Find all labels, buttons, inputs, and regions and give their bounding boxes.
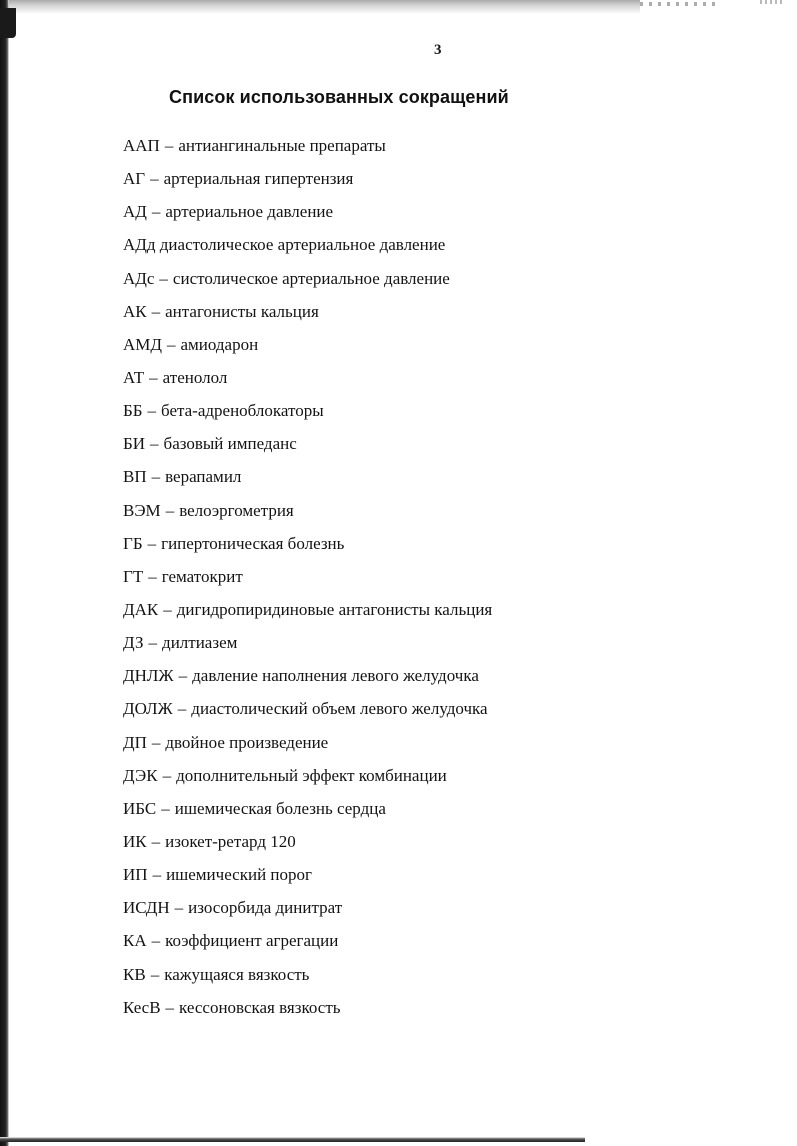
list-item [123,266,492,299]
list-item [123,133,492,166]
abbreviation-definition: гипертоническая болезнь [161,533,345,553]
abbreviation-definition: диастолическое артериальное давление [159,235,446,255]
abbreviation-separator: – [177,699,187,719]
abbreviation-definition: антагонисты кальция [165,301,319,321]
abbreviation-definition: ишемический порог [166,865,312,885]
list-item [123,829,492,862]
page-title: Список использованных сокращений [169,87,509,107]
abbreviation-definition: антиангинальные препараты [178,136,386,155]
abbreviation-separator: – [165,997,175,1017]
abbreviation-definition: дигидропиридиновые антагонисты кальция [176,599,493,619]
abbreviation-list [123,133,492,1028]
abbreviation-definition: давление наполнения левого желудочка [192,666,479,686]
abbreviation-definition: гематокрит [161,566,243,586]
abbreviation-separator: – [150,169,159,189]
list-item [123,796,492,829]
abbreviation-definition: изосорбида динитрат [188,898,343,918]
abbreviation-definition: коэффициент агрегации [165,931,339,951]
list-item [123,730,492,763]
abbreviation-definition: систолическое артериальное давление [172,268,450,288]
abbreviation-term: АД [123,202,147,222]
abbreviation-separator: – [151,831,161,851]
page-number: 3 [434,42,442,58]
list-item [123,928,492,961]
abbreviation-separator: – [147,401,157,421]
abbreviation-definition: атенолол [162,367,228,387]
abbreviation-definition: диастолический объем левого желудочка [191,699,488,719]
abbreviation-term: ДЗ [123,633,144,653]
abbreviation-separator: – [152,865,162,885]
abbreviation-term: ИБС [123,798,157,818]
abbreviation-term: ГТ [123,566,144,586]
abbreviation-term: АГ [123,169,146,189]
list-item [123,696,492,729]
abbreviation-definition: дополнительный эффект комбинации [176,765,447,785]
abbreviation-term: ИК [123,831,147,851]
abbreviation-separator: – [150,434,159,454]
abbreviation-separator: – [148,633,158,653]
abbreviation-separator: – [151,467,161,487]
list-item [123,531,492,564]
abbreviation-definition: базовый импеданс [163,434,297,454]
abbreviation-term: КА [123,931,147,951]
scan-artifact-bottom [0,1137,585,1142]
abbreviation-term: БИ [123,434,146,454]
scan-artifact-top-right [760,0,782,4]
list-item [123,464,492,497]
abbreviation-separator: – [151,931,161,951]
abbreviation-separator: – [164,136,174,155]
abbreviation-term: ДП [123,732,147,752]
abbreviation-term: АТ [123,367,145,387]
list-item [123,895,492,928]
list-item [123,663,492,696]
abbreviation-term: ДЭК [123,765,158,785]
list-item [123,398,492,431]
list-item [123,199,492,232]
abbreviation-separator: – [147,533,157,553]
list-item [123,299,492,332]
abbreviation-separator: – [167,334,176,354]
abbreviation-separator: – [150,964,160,984]
abbreviation-separator: – [151,202,161,222]
abbreviation-term: КВ [123,964,146,984]
list-item [123,995,492,1028]
abbreviation-definition: бета-адреноблокаторы [161,401,324,421]
abbreviation-definition: дилтиазем [162,633,238,653]
abbreviation-definition: двойное произведение [165,732,329,752]
list-item [123,498,492,531]
abbreviation-term: ИСДН [123,898,170,918]
list-item [123,962,492,995]
list-item [123,431,492,464]
abbreviation-separator: – [151,301,161,321]
abbreviation-term: ВП [123,467,147,487]
abbreviation-separator: – [151,732,161,752]
abbreviation-term: ДНЛЖ [123,666,174,686]
abbreviation-term: ДОЛЖ [123,699,173,719]
abbreviation-definition: верапамил [165,467,242,487]
abbreviation-term: ДАК [123,599,159,619]
abbreviation-separator: – [161,798,170,818]
list-item [123,365,492,398]
list-item [123,630,492,663]
abbreviation-term: ГБ [123,533,143,553]
abbreviation-term: КесВ [123,997,161,1017]
list-item [123,166,492,199]
abbreviation-term: ВЭМ [123,500,161,520]
list-item [123,564,492,597]
abbreviation-term: АДс [123,268,155,288]
abbreviation-term: АДд [123,235,156,255]
scan-artifact-top [0,0,640,14]
abbreviation-separator: – [178,666,188,686]
scan-artifact-left-edge [0,0,9,1146]
list-item [123,232,492,265]
abbreviation-definition: велоэргометрия [179,500,294,520]
scan-artifact-top-dots [640,2,720,6]
list-item [123,862,492,895]
list-item [123,332,492,365]
abbreviation-term: АК [123,301,147,321]
abbreviation-separator: – [162,765,172,785]
abbreviation-definition: артериальная гипертензия [163,169,354,189]
abbreviation-term: ББ [123,401,143,421]
abbreviation-definition: изокет-ретард 120 [165,831,296,851]
abbreviation-separator: – [148,566,157,586]
abbreviation-definition: амиодарон [180,334,259,354]
abbreviation-definition: ишемическая болезнь сердца [174,798,386,818]
abbreviation-separator: – [149,367,158,387]
abbreviation-definition: кессоновская вязкость [179,997,341,1017]
abbreviation-separator: – [165,500,175,520]
abbreviation-term: АМД [123,334,162,354]
abbreviation-term: ИП [123,865,148,885]
abbreviation-definition: артериальное давление [165,202,334,222]
abbreviation-separator: – [174,898,184,918]
scan-artifact-left-notch [0,8,16,38]
abbreviation-term: ААП [123,136,160,155]
list-item [123,763,492,796]
abbreviation-separator: – [163,599,172,619]
abbreviation-definition: кажущаяся вязкость [164,964,310,984]
list-item [123,597,492,630]
abbreviation-separator: – [159,268,168,288]
